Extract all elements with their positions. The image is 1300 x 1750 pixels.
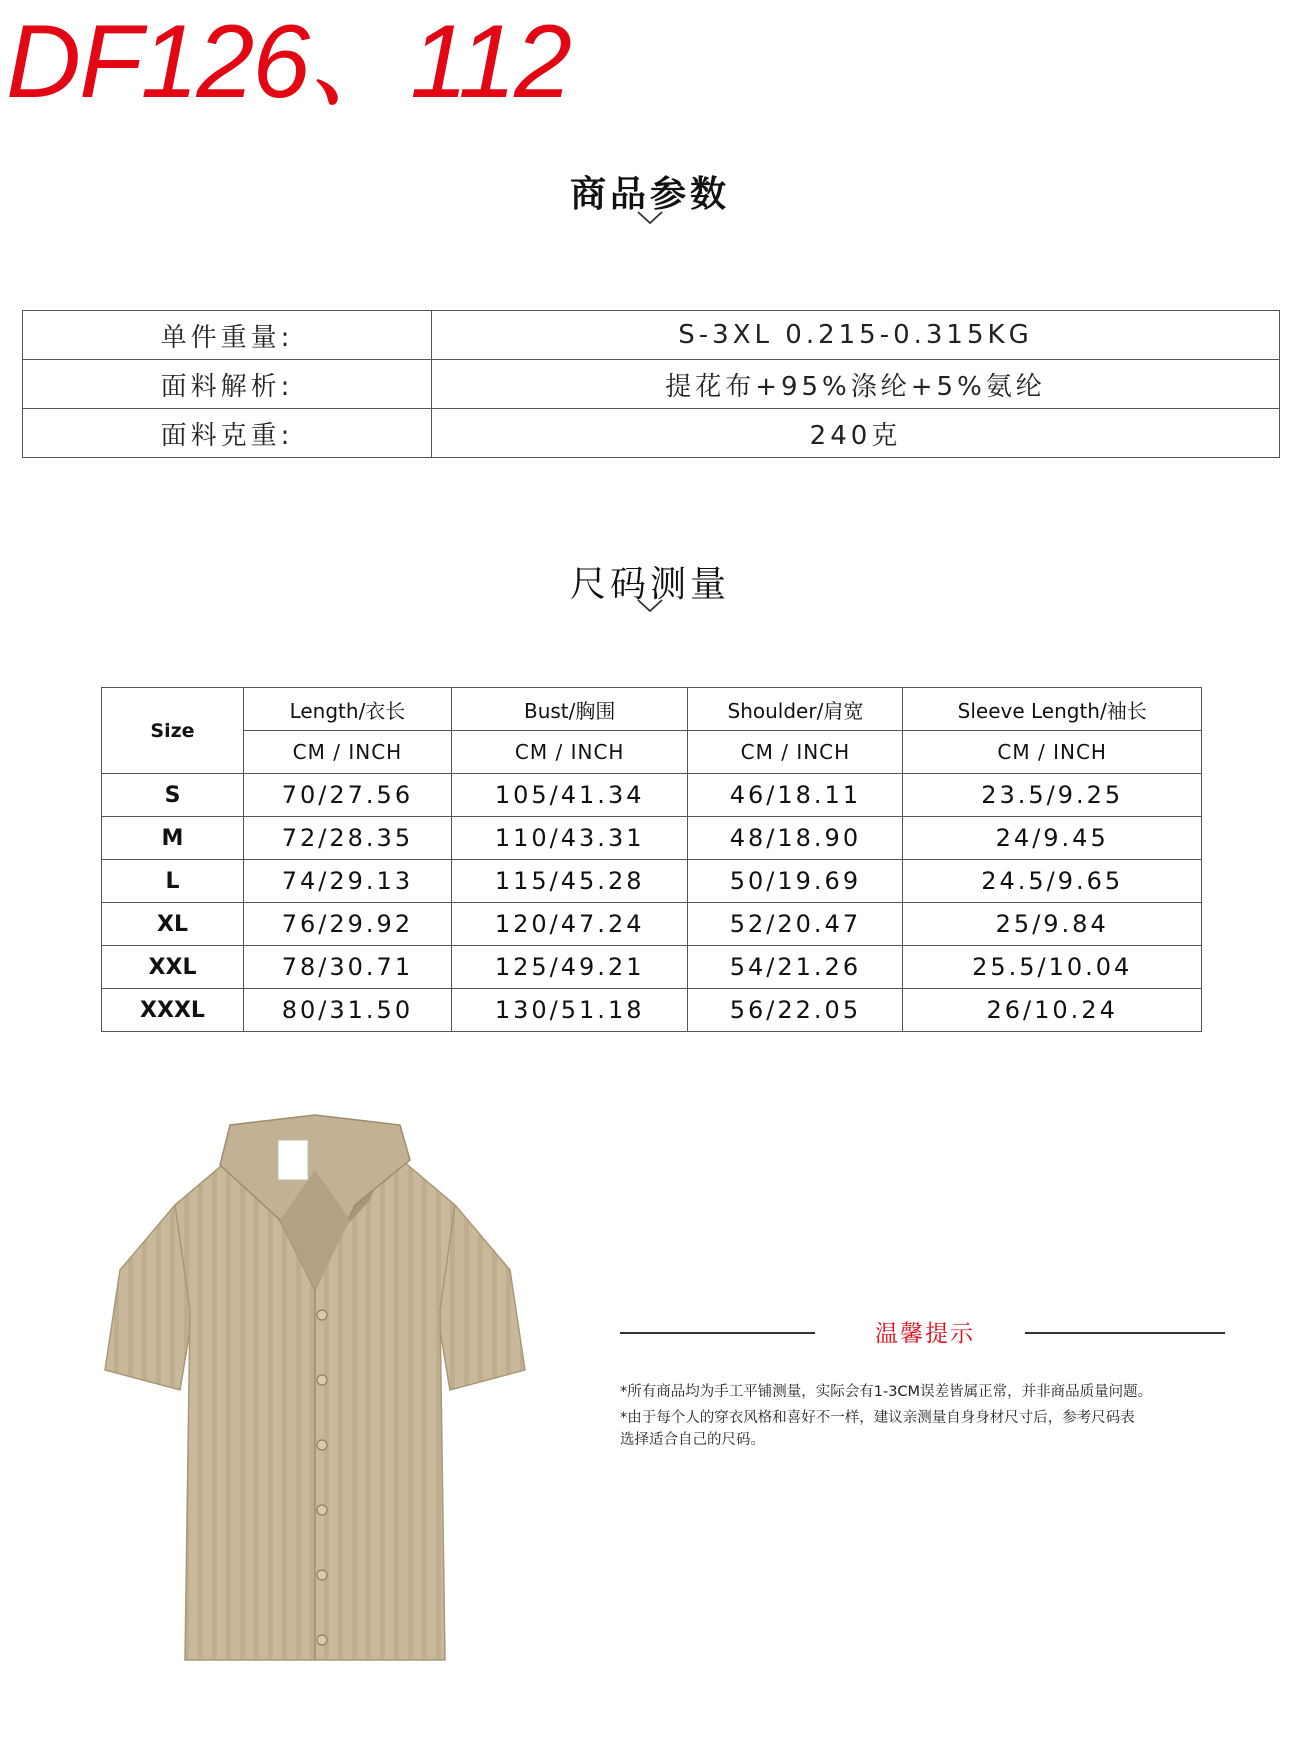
table-row (102, 860, 1202, 903)
size-cell: XXL (102, 946, 244, 989)
measure-cell: 74/29.13 (244, 860, 452, 903)
notice-line: 选择适合自己的尺码。 (620, 1432, 765, 1448)
param-value: 提花布+95%涤纶+5%氨纶 (432, 360, 1280, 409)
divider (620, 1332, 815, 1334)
column-header: Sleeve Length/袖长 (903, 688, 1202, 731)
table-row (102, 903, 1202, 946)
measure-cell: 46/18.11 (688, 774, 903, 817)
unit-header: CM / INCH (244, 731, 452, 774)
measure-cell: 120/47.24 (451, 903, 688, 946)
size-cell: L (102, 860, 244, 903)
measure-cell: 50/19.69 (688, 860, 903, 903)
param-value: S-3XL 0.215-0.315KG (432, 311, 1280, 360)
table-row (102, 946, 1202, 989)
measure-cell: 25.5/10.04 (903, 946, 1202, 989)
measure-cell: 70/27.56 (244, 774, 452, 817)
measure-cell: 26/10.24 (903, 989, 1202, 1032)
table-row (102, 989, 1202, 1032)
params-row (23, 311, 1280, 360)
size-title: 尺码测量 (569, 564, 730, 605)
notice-line: *由于每个人的穿衣风格和喜好不一样，建议亲测量自身身材尺寸后，参考尺码表 (620, 1410, 1135, 1426)
column-header: Shoulder/肩宽 (688, 688, 903, 731)
divider (1025, 1332, 1225, 1334)
size-cell: XL (102, 903, 244, 946)
size-header: Size (102, 688, 244, 774)
size-cell: M (102, 817, 244, 860)
params-row (23, 409, 1280, 458)
unit-header: CM / INCH (688, 731, 903, 774)
params-table (22, 310, 1280, 458)
measure-cell: 125/49.21 (451, 946, 688, 989)
measure-cell: 76/29.92 (244, 903, 452, 946)
measure-cell: 25/9.84 (903, 903, 1202, 946)
column-header: Length/衣长 (244, 688, 452, 731)
table-row (102, 774, 1202, 817)
measure-cell: 48/18.90 (688, 817, 903, 860)
unit-header: CM / INCH (903, 731, 1202, 774)
size-table (101, 687, 1202, 1032)
param-label: 面料解析: (23, 360, 432, 409)
chevron-down-icon (0, 210, 1300, 230)
unit-header: CM / INCH (451, 731, 688, 774)
size-cell: S (102, 774, 244, 817)
measure-cell: 24/9.45 (903, 817, 1202, 860)
params-row (23, 360, 1280, 409)
measure-cell: 110/43.31 (451, 817, 688, 860)
model-code: DF126、112 (6, 4, 570, 120)
measure-cell: 105/41.34 (451, 774, 688, 817)
param-label: 面料克重: (23, 409, 432, 458)
measure-cell: 80/31.50 (244, 989, 452, 1032)
measure-cell: 130/51.18 (451, 989, 688, 1032)
params-title: 商品参数 (569, 174, 730, 215)
param-label: 单件重量: (23, 311, 432, 360)
measure-cell: 56/22.05 (688, 989, 903, 1032)
notice-title: 温馨提示 (875, 1321, 975, 1347)
param-value: 240克 (432, 409, 1280, 458)
measure-cell: 23.5/9.25 (903, 774, 1202, 817)
chevron-down-icon (0, 598, 1300, 618)
measure-cell: 52/20.47 (688, 903, 903, 946)
notice-line: *所有商品均为手工平铺测量，实际会有1-3CM误差皆属正常，并非商品质量问题。 (620, 1384, 1153, 1400)
measure-cell: 78/30.71 (244, 946, 452, 989)
measure-cell: 115/45.28 (451, 860, 688, 903)
measure-cell: 72/28.35 (244, 817, 452, 860)
measure-cell: 24.5/9.65 (903, 860, 1202, 903)
shirt-image (100, 1110, 530, 1670)
table-row (102, 817, 1202, 860)
column-header: Bust/胸围 (451, 688, 688, 731)
measure-cell: 54/21.26 (688, 946, 903, 989)
size-cell: XXXL (102, 989, 244, 1032)
